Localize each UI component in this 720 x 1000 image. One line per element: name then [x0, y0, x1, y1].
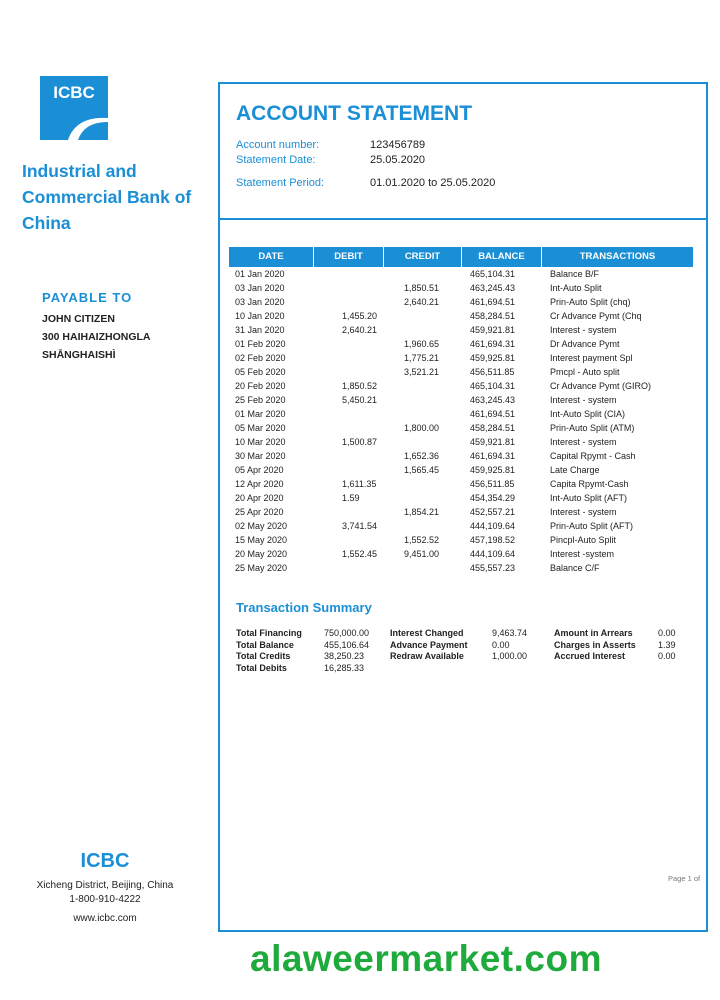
cell-credit	[384, 267, 462, 281]
cell-balance: 456,511.85	[470, 479, 515, 489]
cell-debit	[314, 449, 384, 463]
cell-balance: 465,104.31	[470, 269, 516, 279]
cell-transaction: Prin-Auto Split (chq)	[550, 297, 631, 307]
summary-label: Total Credits	[236, 651, 291, 661]
statement-period-label: Statement Period:	[236, 177, 325, 189]
cell-credit	[384, 379, 462, 393]
summary-item	[236, 651, 369, 663]
cell-credit	[384, 435, 462, 449]
statement-meta-labels	[236, 138, 324, 191]
cell-balance: 461,694.51	[470, 409, 516, 419]
statement-period: 01.01.2020 to 25.05.2020	[370, 177, 496, 189]
summary-value: 1.39	[658, 639, 676, 650]
table-row	[229, 435, 693, 449]
cell-date: 03 Jan 2020	[235, 297, 285, 307]
cell-debit: 1,850.52	[342, 381, 378, 391]
cell-date: 02 Feb 2020	[235, 353, 286, 363]
cell-date: 25 Apr 2020	[235, 507, 284, 517]
logo-text: ICBC	[53, 83, 95, 102]
footer-address: Xicheng District, Beijing, China	[36, 880, 174, 891]
cell-debit: 1,500.87	[342, 437, 378, 447]
summary-label: Total Financing	[236, 628, 302, 638]
cell-date: 31 Jan 2020	[235, 325, 285, 335]
cell-transaction: Interest - system	[550, 507, 617, 517]
table-row	[229, 337, 693, 351]
col-header-balance: BALANCE	[462, 247, 542, 267]
cell-date: 05 Feb 2020	[235, 367, 286, 377]
cell-credit: 9,451.00	[404, 549, 440, 559]
cell-credit	[384, 323, 462, 337]
bank-name: Industrial and Commercial Bank of China	[22, 161, 192, 233]
cell-credit: 1,800.00	[404, 423, 440, 433]
cell-debit	[314, 505, 384, 519]
bank-footer	[10, 850, 200, 924]
summary-item	[236, 663, 369, 675]
cell-debit	[314, 281, 384, 295]
icbc-logo	[40, 76, 108, 140]
cell-date: 25 Feb 2020	[235, 395, 286, 405]
cell-debit: 1,611.35	[342, 479, 377, 489]
summary-column-3	[554, 628, 676, 663]
cell-transaction: Balance C/F	[550, 563, 600, 573]
summary-label: Amount in Arrears	[554, 628, 633, 638]
footer-bank-name: ICBC	[80, 850, 130, 872]
summary-item	[554, 628, 676, 640]
summary-value: 455,106.64	[324, 639, 370, 650]
summary-item	[390, 640, 527, 652]
cell-credit	[384, 477, 462, 491]
cell-date: 05 Apr 2020	[235, 465, 284, 475]
cell-balance: 461,694.51	[470, 297, 516, 307]
summary-value: 1,000.00	[492, 651, 528, 661]
table-row	[229, 309, 693, 323]
summary-item	[236, 628, 369, 640]
cell-credit	[384, 561, 462, 575]
table-row	[229, 267, 693, 281]
summary-value: 0.00	[658, 651, 676, 661]
cell-debit	[314, 407, 384, 421]
cell-balance: 456,511.85	[470, 367, 515, 377]
cell-transaction: Prin-Auto Split (AFT)	[550, 521, 634, 531]
payee-address-line1: 300 HAIHAIZHONGLA	[42, 331, 151, 343]
watermark: alaweermarket.com	[250, 938, 602, 979]
cell-credit	[384, 407, 462, 421]
table-row	[229, 449, 693, 463]
table-row	[229, 547, 693, 561]
cell-date: 12 Apr 2020	[235, 479, 284, 489]
cell-debit: 1,455.20	[342, 311, 378, 321]
col-header-transactions: TRANSACTIONS	[579, 251, 656, 262]
cell-balance: 459,925.81	[470, 465, 516, 475]
cell-debit	[314, 365, 384, 379]
cell-date: 05 Mar 2020	[235, 423, 286, 433]
summary-value: 9,463.74	[492, 628, 528, 638]
cell-credit	[384, 309, 462, 323]
table-row	[229, 281, 693, 295]
cell-date: 20 May 2020	[235, 549, 288, 559]
cell-credit: 1,854.21	[404, 507, 440, 517]
cell-debit	[314, 267, 384, 281]
cell-credit: 1,652.36	[404, 451, 440, 461]
table-row	[229, 463, 693, 477]
cell-debit	[314, 351, 384, 365]
summary-item	[554, 651, 676, 663]
col-header-debit: DEBIT	[314, 247, 384, 267]
cell-transaction: Capita Rpymt-Cash	[550, 479, 629, 489]
cell-balance: 463,245.43	[470, 283, 516, 293]
cell-balance: 455,557.23	[470, 563, 516, 573]
cell-transaction: Interest - system	[550, 437, 617, 447]
header-divider	[218, 218, 708, 220]
cell-debit	[314, 533, 384, 547]
cell-date: 30 Mar 2020	[235, 451, 286, 461]
cell-transaction: Pincpl-Auto Split	[550, 535, 617, 545]
summary-label: Accrued Interest	[554, 651, 626, 661]
cell-balance: 461,694.31	[470, 339, 516, 349]
payable-block	[42, 310, 151, 364]
cell-debit: 1,552.45	[342, 549, 378, 559]
summary-label: Advance Payment	[390, 639, 468, 650]
summary-column-2	[390, 628, 527, 663]
cell-credit	[384, 393, 462, 407]
cell-date: 01 Mar 2020	[235, 409, 286, 419]
summary-title: Transaction Summary	[236, 600, 372, 615]
table-row	[229, 477, 693, 491]
cell-transaction: Int-Auto Split (CIA)	[550, 409, 626, 419]
cell-balance: 459,925.81	[470, 353, 516, 363]
cell-balance: 458,284.51	[470, 423, 516, 433]
cell-debit	[314, 463, 384, 477]
cell-credit: 1,850.51	[404, 283, 440, 293]
table-row	[229, 393, 693, 407]
summary-column-1	[236, 628, 369, 674]
table-row	[229, 533, 693, 547]
summary-label: Interest Changed	[390, 628, 464, 638]
cell-balance: 458,284.51	[470, 311, 516, 321]
cell-transaction: Int-Auto Split	[550, 283, 602, 293]
table-row	[229, 323, 693, 337]
cell-debit	[314, 421, 384, 435]
cell-transaction: Cr Advance Pymt (GIRO)	[550, 381, 652, 391]
cell-transaction: Pmcpl - Auto split	[550, 367, 620, 377]
icbc-logo-graphic	[40, 76, 108, 140]
cell-transaction: Late Charge	[550, 465, 600, 475]
summary-label: Charges in Asserts	[554, 639, 636, 650]
table-row	[229, 491, 693, 505]
cell-credit: 2,640.21	[404, 297, 440, 307]
cell-date: 15 May 2020	[235, 535, 288, 545]
cell-balance: 444,109.64	[470, 549, 516, 559]
summary-label: Redraw Available	[390, 651, 464, 661]
payable-heading: PAYABLE TO	[42, 290, 133, 305]
summary-value: 0.00	[658, 628, 676, 638]
summary-label: Total Balance	[236, 639, 294, 650]
cell-date: 20 Feb 2020	[235, 381, 286, 391]
cell-balance: 444,109.64	[470, 521, 516, 531]
summary-item	[390, 628, 527, 640]
summary-value: 750,000.00	[324, 628, 370, 638]
table-row	[229, 421, 693, 435]
cell-date: 03 Jan 2020	[235, 283, 285, 293]
cell-balance: 452,557.21	[470, 507, 516, 517]
cell-balance: 459,921.81	[470, 437, 516, 447]
cell-date: 10 Mar 2020	[235, 437, 286, 447]
table-row	[229, 295, 693, 309]
table-row	[229, 561, 693, 575]
cell-debit: 1.59	[342, 493, 360, 503]
cell-balance: 459,921.81	[470, 325, 516, 335]
cell-debit: 5,450.21	[342, 395, 378, 405]
cell-credit: 3,521.21	[404, 367, 440, 377]
page-number: Page 1 of	[668, 874, 701, 883]
table-row	[229, 505, 693, 519]
statement-date: 25.05.2020	[370, 154, 426, 166]
table-row	[229, 351, 693, 365]
statement-title: ACCOUNT STATEMENT	[236, 102, 473, 125]
payee-address-line2: SHĀNGHAISHÌ	[42, 349, 116, 361]
cell-transaction: Capital Rpymt - Cash	[550, 451, 636, 461]
col-header-credit: CREDIT	[384, 247, 462, 267]
cell-credit	[384, 519, 462, 533]
summary-item	[390, 651, 527, 663]
statement-date-label: Statement Date:	[236, 154, 316, 166]
cell-transaction: Cr Advance Pymt (Chq	[550, 311, 642, 321]
cell-balance: 457,198.52	[470, 535, 516, 545]
table-row	[229, 379, 693, 393]
cell-transaction: Interest payment Spl	[550, 353, 633, 363]
cell-credit	[384, 491, 462, 505]
cell-date: 10 Jan 2020	[235, 311, 285, 321]
cell-debit	[314, 295, 384, 309]
summary-value: 38,250.23	[324, 651, 365, 661]
cell-balance: 461,694.31	[470, 451, 516, 461]
cell-transaction: Prin-Auto Split (ATM)	[550, 423, 635, 433]
cell-credit: 1,552.52	[404, 535, 440, 545]
cell-debit: 3,741.54	[342, 521, 378, 531]
cell-credit: 1,775.21	[404, 353, 440, 363]
account-number-label: Account number:	[236, 139, 320, 151]
cell-date: 02 May 2020	[235, 521, 288, 531]
cell-credit: 1,565.45	[404, 465, 440, 475]
cell-debit	[314, 337, 384, 351]
transactions-table-body	[229, 267, 693, 575]
cell-date: 20 Apr 2020	[235, 493, 284, 503]
cell-transaction: Interest -system	[550, 549, 615, 559]
summary-value: 16,285.33	[324, 662, 365, 673]
col-header-date: DATE	[229, 247, 314, 267]
transactions-table-header	[229, 247, 693, 267]
cell-transaction: Dr Advance Pymt	[550, 339, 620, 349]
footer-website[interactable]: www.icbc.com	[73, 913, 137, 924]
cell-transaction: Int-Auto Split (AFT)	[550, 493, 628, 503]
table-row	[229, 365, 693, 379]
cell-transaction: Interest - system	[550, 395, 617, 405]
table-row	[229, 519, 693, 533]
cell-date: 01 Feb 2020	[235, 339, 286, 349]
cell-debit	[314, 561, 384, 575]
statement-meta-values	[370, 138, 495, 191]
cell-transaction: Balance B/F	[550, 269, 600, 279]
account-number: 123456789	[370, 139, 426, 151]
cell-transaction: Interest - system	[550, 325, 617, 335]
footer-phone: 1-800-910-4222	[69, 894, 141, 905]
summary-item	[554, 640, 676, 652]
cell-balance: 454,354.29	[470, 493, 516, 503]
summary-item	[236, 640, 369, 652]
cell-date: 25 May 2020	[235, 563, 288, 573]
payee-name: JOHN CITIZEN	[42, 313, 115, 325]
cell-balance: 465,104.31	[470, 381, 516, 391]
summary-label: Total Debits	[236, 662, 287, 673]
cell-date: 01 Jan 2020	[235, 269, 285, 279]
summary-value: 0.00	[492, 639, 510, 650]
cell-debit: 2,640.21	[342, 325, 378, 335]
cell-credit: 1,960.65	[404, 339, 440, 349]
cell-balance: 463,245.43	[470, 395, 516, 405]
table-row	[229, 407, 693, 421]
